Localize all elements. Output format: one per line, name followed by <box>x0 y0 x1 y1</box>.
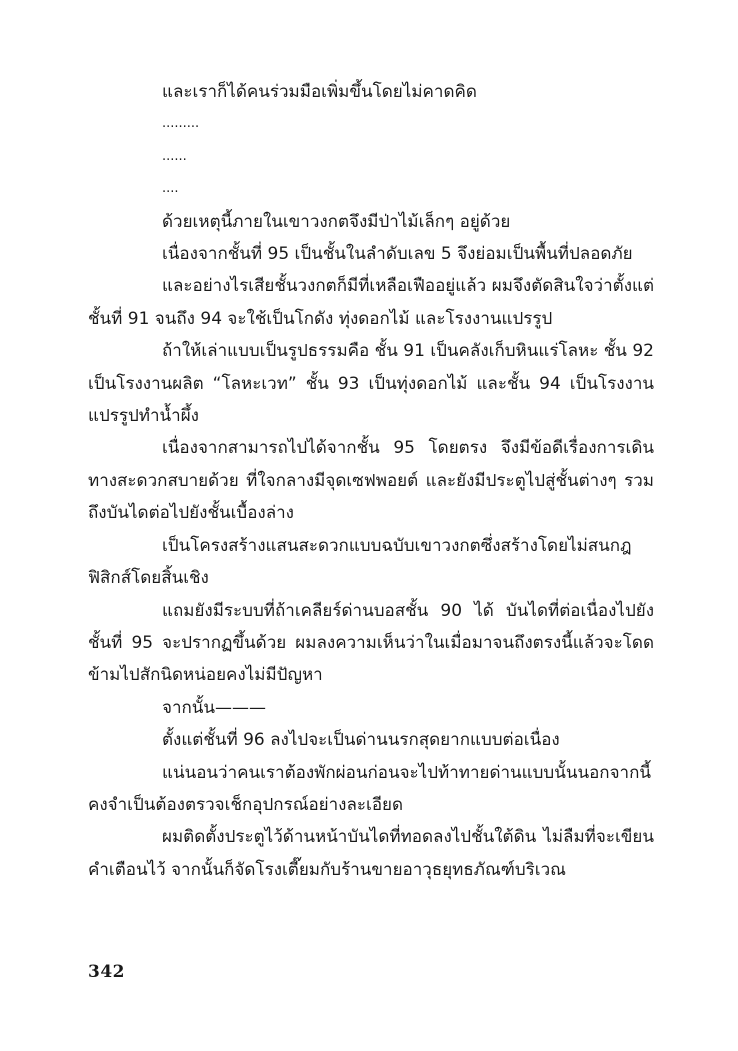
paragraph: แถมยังมีระบบที่ถ้าเคลียร์ด่านบอสชั้น 90 ได้ บันไดที่ต่อเนื่องไปยังชั้นที่ 95 จะปรากฏขึ้นด้วย ผมลงความเห็นว่าในเมื่อมาจนถึงตรงนี้แล้วจะโดดข้ามไปสักนิดหน่อยคงไม่มีปัญหา <box>88 600 654 686</box>
paragraph: และเราก็ได้คนร่วมมือเพิ่มขึ้นโดยไม่คาดคิด <box>162 82 477 102</box>
paragraph: แน่นอนว่าคนเราต้องพักผ่อนก่อนจะไปท้าทายด่านแบบนั้นนอกจากนี้คงจำเป็นต้องตรวจเช็กอุปกรณ์อย่างละเอียด <box>88 762 651 815</box>
paragraph: เป็นโครงสร้างแสนสะดวกแบบฉบับเขาวงกตซึ่งสร้างโดยไม่สนกฎฟิสิกส์โดยสิ้นเชิง <box>88 535 632 589</box>
ellipsis-line: ...... <box>162 148 187 164</box>
paragraph: ผมติดตั้งประตูไว้ด้านหน้าบันไดที่ทอดลงไปชั้นใต้ดิน ไม่ลืมที่จะเขียนคำเตือนไว้ จากนั้นก็จัดโรงเตี๊ยมกับร้านขายอาวุธยุทธภัณฑ์บริเวณ <box>88 827 654 880</box>
ellipsis-line: ......... <box>162 116 200 132</box>
page-number: 342 <box>88 962 125 982</box>
paragraph: เนื่องจากสามารถไปได้จากชั้น 95 โดยตรง จึงมีข้อดีเรื่องการเดินทางสะดวกสบายด้วย ที่ใจกลางมีจุดเซฟพอยต์ และยังมีประตูไปสู่ชั้นต่างๆ รวมถึงบันไดต่อไปยังชั้นเบื้องล่าง <box>88 438 654 524</box>
paragraph: ตั้งแต่ชั้นที่ 96 ลงไปจะเป็นด่านนรกสุดยากแบบต่อเนื่อง <box>162 730 560 751</box>
paragraph: เนื่องจากชั้นที่ 95 เป็นชั้นในลำดับเลข 5 จึงย่อมเป็นพื้นที่ปลอดภัย <box>162 244 633 265</box>
paragraph: และอย่างไรเสียชั้นวงกตก็มีที่เหลือเฟืออยู่แล้ว ผมจึงตัดสินใจว่าตั้งแต่ชั้นที่ 91 จนถึง 94 จะใช้เป็นโกดัง ทุ่งดอกไม้ และโรงงานแปรรูป <box>88 276 654 329</box>
ellipsis-line: .... <box>162 181 179 197</box>
paragraph: ด้วยเหตุนี้ภายในเขาวงกตจึงมีป่าไม้เล็กๆ อยู่ด้วย <box>162 211 511 232</box>
body-text <box>88 76 654 886</box>
paragraph: ถ้าให้เล่าแบบเป็นรูปธรรมคือ ชั้น 91 เป็นคลังเก็บหินแร่โลหะ ชั้น 92 เป็นโรงงานผลิต “โลหะเวท” ชั้น 93 เป็นทุ่งดอกไม้ และชั้น 94 เป็นโรงงานแปรรูปทำน้ำผึ้ง <box>88 341 654 427</box>
paragraph: จากนั้น——— <box>162 697 267 718</box>
